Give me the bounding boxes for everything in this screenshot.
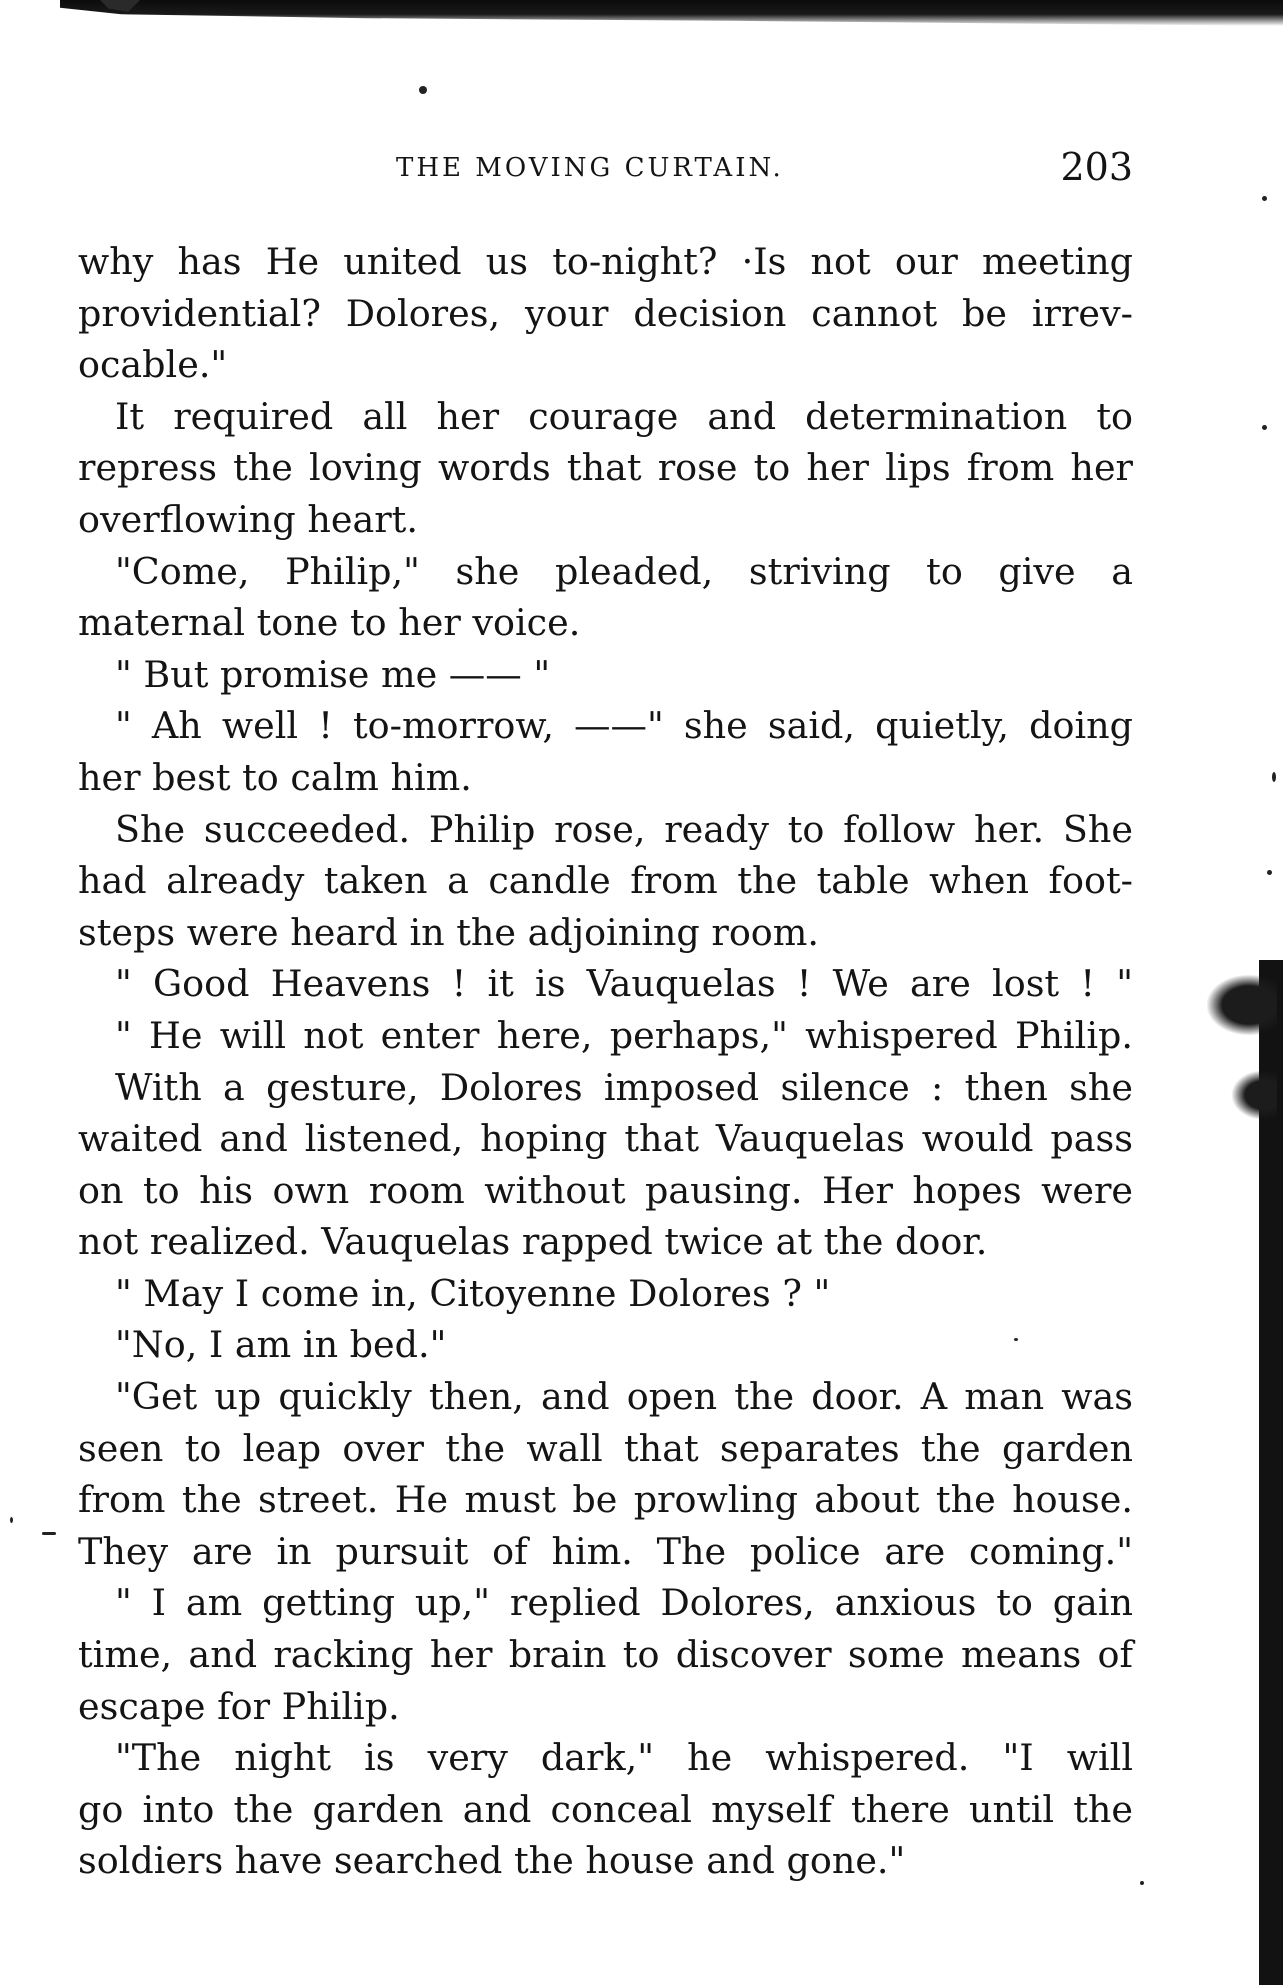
text-line: from the street. He must be prowling about the house.: [78, 1478, 1133, 1522]
text-line: steps were heard in the adjoining room.: [78, 910, 819, 954]
text-line: had already taken a candle from the table when foot-: [78, 859, 1133, 903]
text-line: why has He united us to-night? ·Is not our meeting: [78, 240, 1133, 283]
top-edge-shadow: [60, 0, 1283, 26]
text-line: They are in pursuit of him. The police are coming.": [78, 1529, 1133, 1573]
text-line: "The night is very dark," he whispered. "I will: [115, 1736, 1133, 1780]
ink-speck: [42, 1532, 56, 1535]
text-line: soldiers have searched the house and gone.": [78, 1839, 906, 1883]
ink-speck: [1262, 425, 1267, 430]
running-title: THE MOVING CURTAIN.: [396, 153, 784, 183]
right-edge-blot: [1231, 1070, 1277, 1120]
text-line: " I am getting up," replied Dolores, anxious to gain: [115, 1581, 1133, 1625]
text-line: maternal tone to her voice.: [78, 601, 581, 645]
page-number: 203: [1060, 145, 1133, 189]
text-line: With a gesture, Dolores imposed silence : then she: [115, 1065, 1133, 1109]
ink-speck: [1272, 772, 1276, 782]
text-line: " Ah well ! to-morrow, ——" she said, quietly, doing: [115, 704, 1133, 748]
text-line: on to his own room without pausing. Her hopes were: [78, 1168, 1133, 1212]
text-line: waited and listened, hoping that Vauquelas would pass: [78, 1117, 1133, 1161]
text-line: not realized. Vauquelas rapped twice at the door.: [78, 1220, 988, 1264]
page-header: [78, 145, 1133, 193]
ink-speck: [10, 1517, 13, 1523]
text-line: her best to calm him.: [78, 755, 472, 799]
text-line: seen to leap over the wall that separates the garden: [78, 1426, 1133, 1470]
text-line: overflowing heart.: [78, 497, 418, 541]
text-line: " Good Heavens ! it is Vauquelas ! We are lost ! ": [115, 962, 1133, 1006]
ink-speck: [1140, 1881, 1144, 1885]
text-line: escape for Philip.: [78, 1684, 400, 1728]
right-edge-blot: [1207, 975, 1277, 1035]
text-line: " But promise me —— ": [115, 652, 551, 696]
text-line: " He will not enter here, perhaps," whispered Philip.: [115, 1013, 1133, 1057]
text-line: " May I come in, Citoyenne Dolores ? ": [115, 1271, 831, 1315]
text-line: "Get up quickly then, and open the door. A man was: [115, 1375, 1133, 1419]
text-line: It required all her courage and determination to: [115, 394, 1133, 438]
text-line: providential? Dolores, your decision cannot be irrev-: [78, 291, 1133, 335]
body-text: [78, 236, 1133, 1887]
text-line: "No, I am in bed.": [115, 1323, 447, 1367]
text-line: time, and racking her brain to discover some means of: [78, 1633, 1133, 1677]
ink-speck: [1267, 870, 1272, 875]
text-line: "Come, Philip," she pleaded, striving to give a: [115, 549, 1133, 593]
text-line: ocable.": [78, 343, 228, 387]
text-line: go into the garden and conceal myself there until the: [78, 1787, 1133, 1831]
text-line: She succeeded. Philip rose, ready to follow her. She: [115, 807, 1133, 851]
ink-speck: [419, 86, 427, 94]
ink-speck: [1262, 196, 1267, 201]
text-line: repress the loving words that rose to her lips from her: [78, 446, 1133, 490]
